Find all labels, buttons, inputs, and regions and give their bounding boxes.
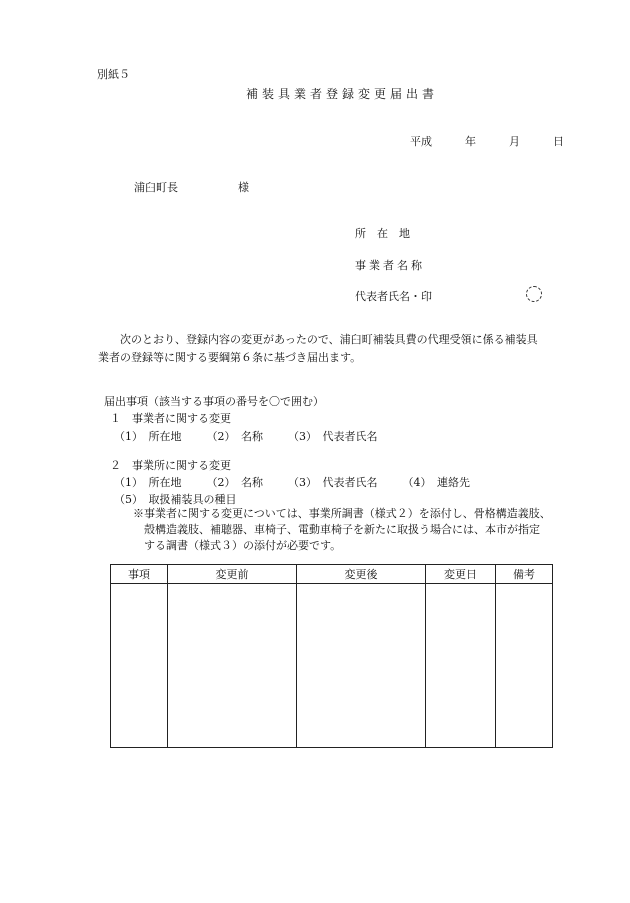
document-title: 補装具業者登録変更届出書: [246, 87, 439, 101]
seal-circle-icon: [526, 286, 542, 302]
addressee-honorific: 様: [238, 181, 249, 194]
cell-remarks[interactable]: [496, 584, 553, 748]
date-era: 平成: [410, 135, 432, 148]
section2-option-name: （2） 名称: [206, 476, 263, 489]
section1-option-representative: （3） 代表者氏名: [288, 430, 378, 443]
cell-before[interactable]: [168, 584, 297, 748]
header-before: 変更前: [168, 565, 297, 584]
date-day: 日: [553, 135, 564, 148]
section1-option-address: （1） 所在地: [114, 430, 182, 443]
date-line: [410, 133, 564, 149]
header-item: 事項: [111, 565, 168, 584]
table-row: [111, 584, 553, 748]
statement-line-2: 業者の登録等に関する要綱第６条に基づき届出ます。: [98, 351, 362, 364]
section2-option-representative: （3） 代表者氏名: [288, 476, 378, 489]
addressee-name: 浦臼町長: [134, 181, 178, 194]
changes-table: [110, 564, 553, 748]
items-heading: 届出事項（該当する事項の番号を〇で囲む）: [104, 395, 324, 408]
representative-label: 代表者氏名・印: [355, 290, 432, 303]
header-change-date: 変更日: [426, 565, 496, 584]
table-header-row: [111, 565, 553, 584]
business-name-label: 事業者名称: [355, 259, 425, 272]
section2-title: ２ 事業所に関する変更: [110, 459, 231, 472]
header-remarks: 備考: [496, 565, 553, 584]
statement-line-1: 次のとおり、登録内容の変更があったので、浦臼町補装具費の代理受領に係る補装具: [120, 333, 538, 346]
section2-options: [114, 474, 470, 490]
note-line-1: ※事業者に関する変更については、事業所調書（様式２）を添付し、骨格構造義肢、: [133, 507, 551, 520]
cell-item[interactable]: [111, 584, 168, 748]
note-line-2: 殻構造義肢、補聴器、車椅子、電動車椅子を新たに取扱う場合には、本市が指定: [144, 523, 540, 536]
address-label: 所 在 地: [355, 227, 410, 240]
cell-after[interactable]: [297, 584, 426, 748]
date-month: 月: [509, 135, 520, 148]
date-year: 年: [465, 135, 476, 148]
section1-option-name: （2） 名称: [206, 430, 263, 443]
section2-option-contact: （4） 連絡先: [402, 476, 470, 489]
note-line-3: する調書（様式３）の添付が必要です。: [144, 539, 342, 552]
section1-title: １ 事業者に関する変更: [110, 412, 231, 425]
attachment-label: 別紙５: [97, 68, 130, 81]
header-after: 変更後: [297, 565, 426, 584]
section2-option-address: （1） 所在地: [114, 476, 182, 489]
cell-change-date[interactable]: [426, 584, 496, 748]
section2-option-equipment: （5） 取扱補装具の種目: [114, 493, 237, 506]
section1-options: [114, 428, 378, 444]
